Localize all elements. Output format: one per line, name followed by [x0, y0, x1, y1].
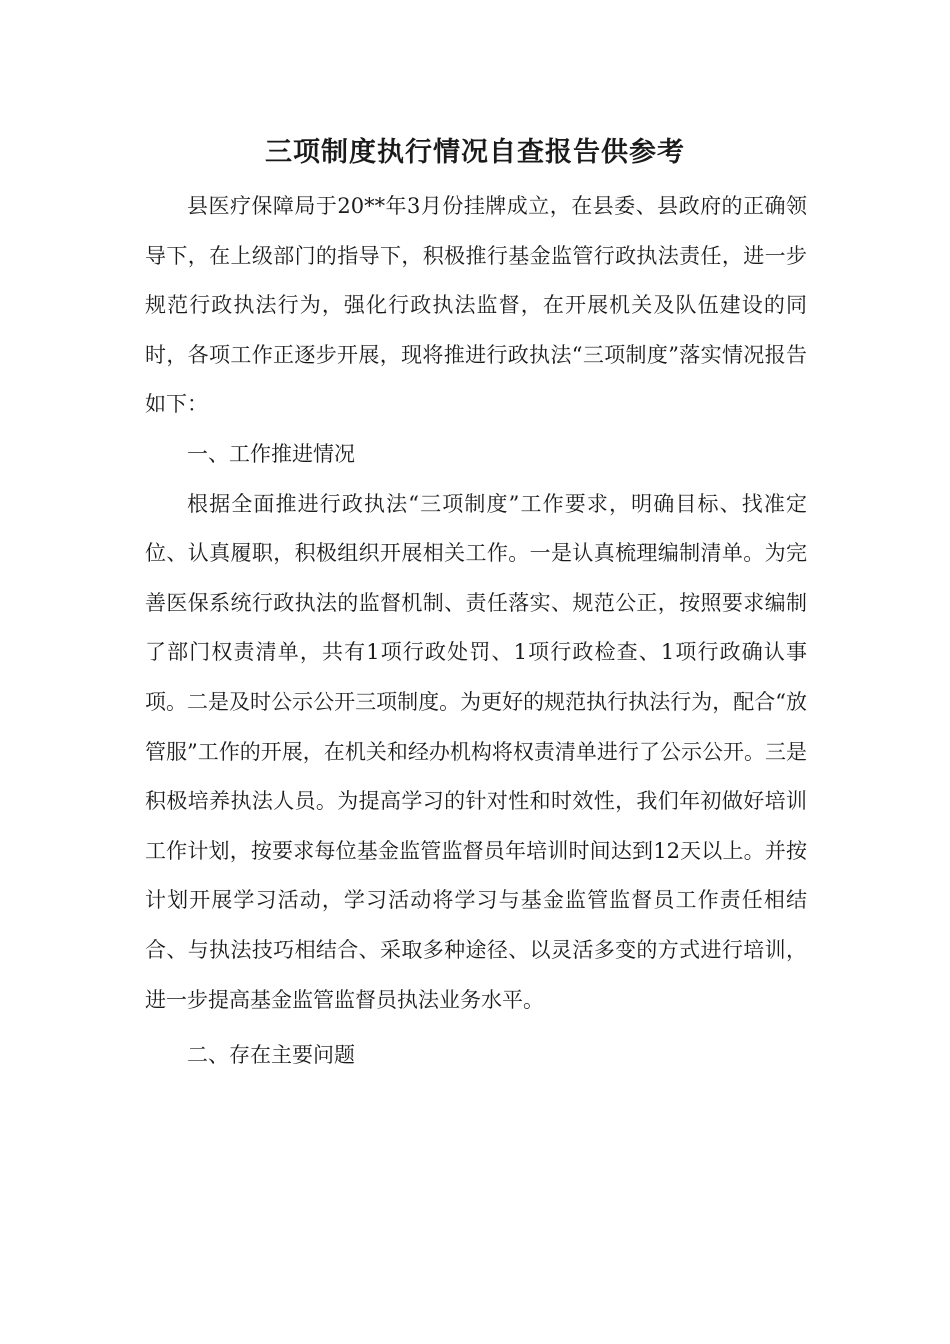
section-heading-progress: 一、工作推进情况 — [187, 441, 355, 466]
document-title: 三项制度执行情况自查报告供参考 — [265, 137, 685, 168]
progress-paragraph: 根据全面推进行政执法“三项制度”工作要求，明确目标、找准定位、认真履职，积极组织开展相关工作。一是认真梳理编制清单。为完善医保系统行政执法的监督机制、责任落实、规范公正，按照要求编制了部门权责清单，共有1项行政处罚、1项行政检查、1项行政确认事项。二是及时公示公开三项制度。为更好的规范执行执法行为，配合“放管服”工作的开展，在机关和经办机构将权责清单进行了公示公开。三是积极培养执法人员。为提高学习的针对性和时效性，我们年初做好培训工作计划，按要求每位基金监管监督员年培训时间达到12天以上。并按计划开展学习活动，学习活动将学习与基金监管监督员工作责任相结合、与执法技巧相结合、采取多种途径、以灵活多变的方式进行培训，进一步提高基金监管监督员执法业务水平。 — [145, 491, 807, 1012]
section-heading-problems: 二、存在主要问题 — [187, 1043, 355, 1068]
intro-paragraph: 县医疗保障局于20**年3月份挂牌成立，在县委、县政府的正确领导下，在上级部门的指导下，积极推行基金监管行政执法责任，进一步规范行政执法行为，强化行政执法监督，在开展机关及队伍建设的同时，各项工作正逐步开展，现将推进行政执法“三项制度”落实情况报告如下： — [145, 194, 807, 417]
document-body — [145, 182, 807, 1081]
